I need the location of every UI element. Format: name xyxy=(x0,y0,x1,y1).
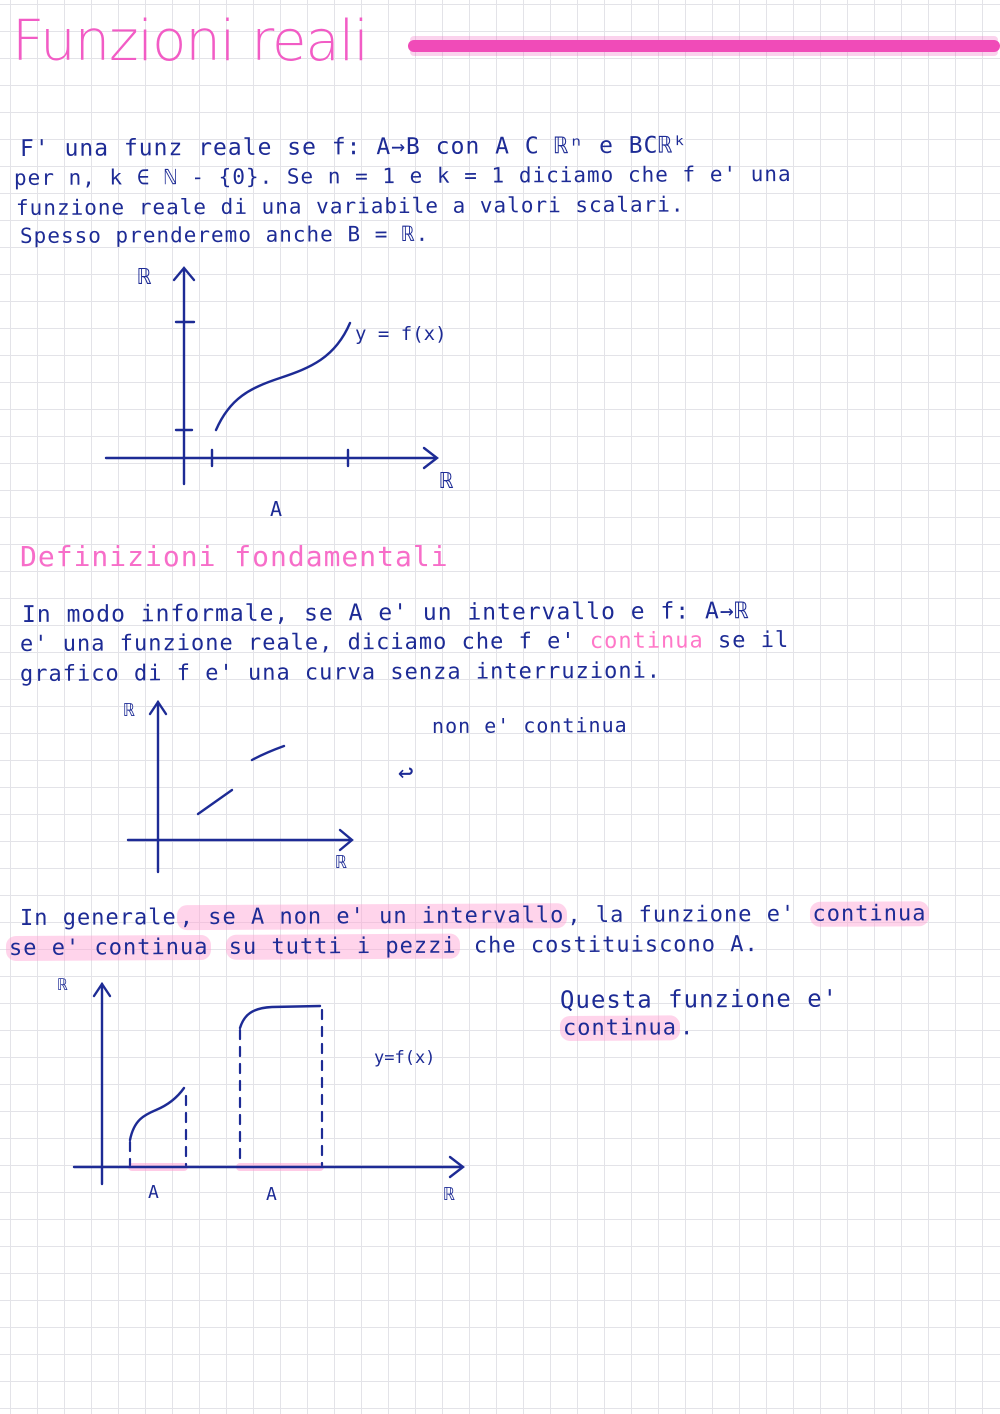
domain-label-1: A xyxy=(148,1182,159,1203)
page-title: Funzioni reali xyxy=(12,9,368,74)
y-axis-label: ℝ xyxy=(138,265,152,290)
function-curve xyxy=(216,323,350,430)
definition-line-1: In modo informale, se A e' un intervallo e f: A→ℝ xyxy=(21,598,750,628)
pointing-arrow-icon: ↩ xyxy=(397,757,415,788)
conclusion-line-2 xyxy=(560,1017,694,1040)
figure-piecewise-function xyxy=(52,970,472,1210)
general-line-2-space xyxy=(211,935,225,960)
domain-label: A xyxy=(270,497,283,521)
definition-line-3: grafico di f e' una curva senza interruzioni. xyxy=(19,658,662,687)
highlight-all-pieces: su tutti i pezzi xyxy=(226,934,460,960)
intro-line-4: Spesso prenderemo anche B = ℝ. xyxy=(19,221,430,248)
x-axis-label: ℝ xyxy=(444,1184,455,1205)
definition-line-2-end: se il xyxy=(703,627,790,654)
highlight-conclusion-continua: continua xyxy=(560,1015,680,1041)
x-axis-label: ℝ xyxy=(336,852,347,873)
curve-label: y=f(x) xyxy=(374,1048,436,1068)
y-axis-label: ℝ xyxy=(58,975,68,994)
figure-continuous-function xyxy=(100,258,480,523)
conclusion-line-1: Questa funzione e' xyxy=(559,984,839,1014)
continua-term: continua xyxy=(589,628,704,655)
general-line-1-a: In generale xyxy=(19,905,177,931)
highlight-continua: continua xyxy=(809,901,929,927)
general-line-1-c: , la funzione e' xyxy=(567,901,810,929)
intro-line-2: per n, k ∈ ℕ - {0}. Se n = 1 e k = 1 diciamo che f e' una xyxy=(13,161,792,190)
general-line-2-d: che costituiscono A. xyxy=(459,932,759,959)
definition-line-2 xyxy=(19,627,790,657)
domain-label-2: A xyxy=(266,1184,277,1205)
intro-line-1: F' una funz reale se f: A→B con A C ℝⁿ e BCℝᵏ xyxy=(19,132,689,162)
figure-discontinuous-function xyxy=(118,696,368,876)
not-continuous-note: non e' continua xyxy=(431,712,628,738)
section-heading: Definizioni fondamentali xyxy=(20,540,449,573)
definition-line-2-start: e' una funzione reale, diciamo che f e' xyxy=(19,629,590,657)
curve-label: y = f(x) xyxy=(355,323,447,345)
conclusion-period: . xyxy=(679,1015,695,1041)
y-axis-label: ℝ xyxy=(124,700,135,721)
general-line-1 xyxy=(20,903,930,930)
general-line-2 xyxy=(6,934,759,960)
curve-segment-lower xyxy=(198,790,232,814)
title-underline xyxy=(408,40,1000,52)
x-axis-label: ℝ xyxy=(440,469,454,494)
curve-piece-2 xyxy=(240,1006,320,1028)
intro-line-3: funzione reale di una variabile a valori scalari. xyxy=(15,192,685,220)
curve-segment-upper xyxy=(252,746,284,760)
highlight-if-continuous: se e' continua xyxy=(6,935,212,961)
highlight-not-interval: , se A non e' un intervallo xyxy=(177,903,568,930)
curve-piece-1 xyxy=(130,1088,184,1140)
